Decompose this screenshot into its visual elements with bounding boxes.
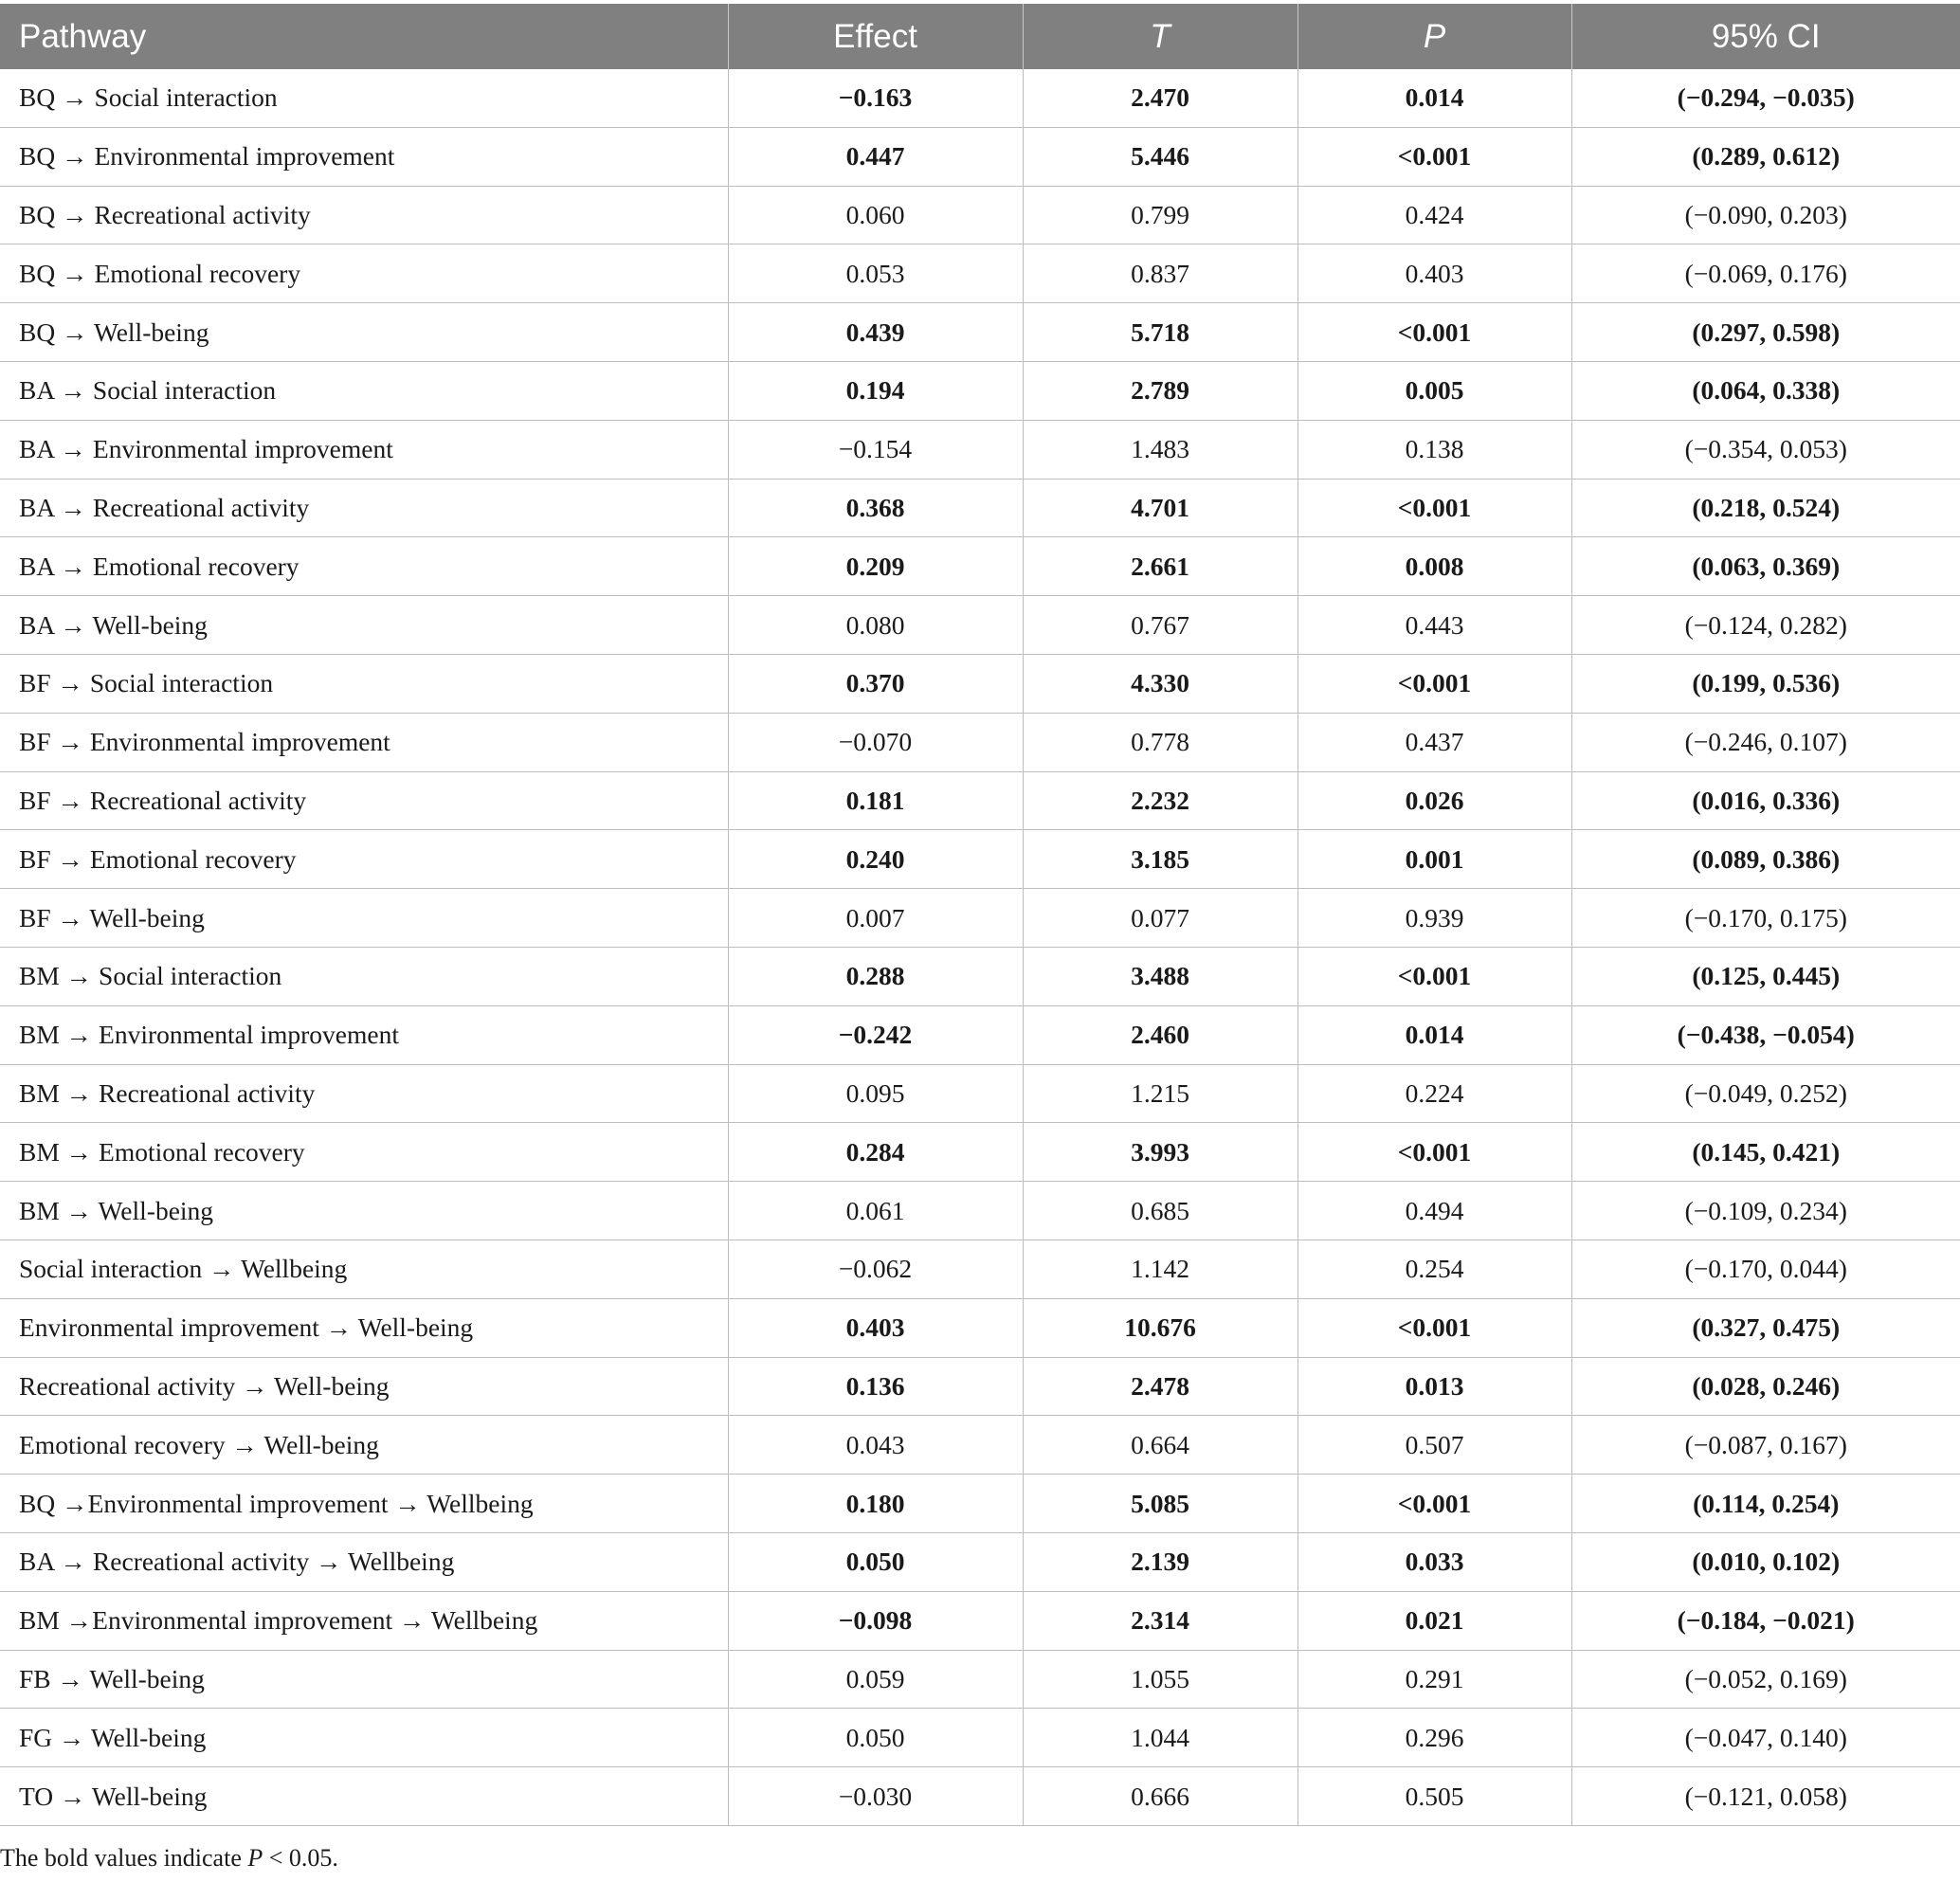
cell-pathway: BQ →Environmental improvement → Wellbeing: [0, 1475, 728, 1533]
footnote-prefix: The bold values indicate: [0, 1844, 248, 1872]
cell-p: 0.424: [1298, 186, 1571, 244]
cell-t: 10.676: [1023, 1298, 1298, 1357]
cell-effect: 0.136: [728, 1357, 1023, 1416]
cell-p: 0.026: [1298, 771, 1571, 830]
cell-ci: (−0.246, 0.107): [1571, 713, 1960, 771]
cell-pathway: BQ → Recreational activity: [0, 186, 728, 244]
table-row: [0, 1650, 1960, 1709]
cell-p: 0.008: [1298, 537, 1571, 596]
header-pathway: Pathway: [0, 4, 728, 69]
header-effect: Effect: [728, 4, 1023, 69]
cell-pathway: BQ → Social interaction: [0, 69, 728, 127]
cell-effect: 0.209: [728, 537, 1023, 596]
table-row: [0, 1005, 1960, 1064]
cell-ci: (−0.184, −0.021): [1571, 1591, 1960, 1650]
cell-t: 2.789: [1023, 361, 1298, 420]
table-row: [0, 69, 1960, 127]
cell-p: 0.005: [1298, 361, 1571, 420]
cell-pathway: BM → Social interaction: [0, 947, 728, 1005]
cell-ci: (0.289, 0.612): [1571, 127, 1960, 186]
table-row: [0, 1298, 1960, 1357]
cell-effect: 0.370: [728, 654, 1023, 713]
cell-t: 2.232: [1023, 771, 1298, 830]
cell-p: 0.138: [1298, 420, 1571, 479]
cell-effect: 0.095: [728, 1064, 1023, 1123]
cell-effect: 0.439: [728, 303, 1023, 362]
table-row: [0, 1064, 1960, 1123]
cell-t: 4.330: [1023, 654, 1298, 713]
table-row: [0, 420, 1960, 479]
cell-p: 0.494: [1298, 1182, 1571, 1240]
cell-ci: (−0.170, 0.044): [1571, 1240, 1960, 1298]
cell-pathway: BM → Environmental improvement: [0, 1005, 728, 1064]
cell-ci: (−0.090, 0.203): [1571, 186, 1960, 244]
cell-pathway: BM → Well-being: [0, 1182, 728, 1240]
cell-effect: −0.030: [728, 1767, 1023, 1826]
cell-ci: (0.145, 0.421): [1571, 1123, 1960, 1182]
cell-ci: (−0.294, −0.035): [1571, 69, 1960, 127]
table-header-row: [0, 4, 1960, 69]
cell-effect: −0.163: [728, 69, 1023, 127]
cell-t: 0.767: [1023, 596, 1298, 655]
cell-p: <0.001: [1298, 1298, 1571, 1357]
cell-effect: 0.050: [728, 1532, 1023, 1591]
cell-pathway: BA → Emotional recovery: [0, 537, 728, 596]
table-row: [0, 1416, 1960, 1475]
cell-p: 0.254: [1298, 1240, 1571, 1298]
cell-t: 0.664: [1023, 1416, 1298, 1475]
table-row: [0, 186, 1960, 244]
table-body: [0, 69, 1960, 1825]
cell-t: 0.837: [1023, 244, 1298, 303]
cell-p: 0.014: [1298, 1005, 1571, 1064]
table-row: [0, 244, 1960, 303]
cell-pathway: BM → Emotional recovery: [0, 1123, 728, 1182]
cell-p: 0.403: [1298, 244, 1571, 303]
cell-pathway: BA → Social interaction: [0, 361, 728, 420]
table-row: [0, 1123, 1960, 1182]
cell-pathway: BA → Well-being: [0, 596, 728, 655]
cell-t: 1.044: [1023, 1709, 1298, 1767]
cell-pathway: BQ → Well-being: [0, 303, 728, 362]
cell-ci: (−0.354, 0.053): [1571, 420, 1960, 479]
cell-t: 5.718: [1023, 303, 1298, 362]
table-row: [0, 1767, 1960, 1826]
cell-effect: 0.007: [728, 889, 1023, 948]
cell-pathway: FG → Well-being: [0, 1709, 728, 1767]
cell-t: 3.185: [1023, 830, 1298, 889]
cell-ci: (0.089, 0.386): [1571, 830, 1960, 889]
table-row: [0, 1591, 1960, 1650]
table-row: [0, 1532, 1960, 1591]
cell-t: 4.701: [1023, 479, 1298, 537]
cell-ci: (−0.121, 0.058): [1571, 1767, 1960, 1826]
table-row: [0, 596, 1960, 655]
cell-t: 3.993: [1023, 1123, 1298, 1182]
cell-ci: (0.327, 0.475): [1571, 1298, 1960, 1357]
cell-ci: (0.114, 0.254): [1571, 1475, 1960, 1533]
cell-ci: (−0.170, 0.175): [1571, 889, 1960, 948]
cell-p: 0.507: [1298, 1416, 1571, 1475]
cell-p: 0.443: [1298, 596, 1571, 655]
cell-ci: (−0.047, 0.140): [1571, 1709, 1960, 1767]
cell-t: 2.661: [1023, 537, 1298, 596]
cell-t: 0.799: [1023, 186, 1298, 244]
footnote-variable: P: [247, 1844, 263, 1872]
table-row: [0, 537, 1960, 596]
cell-pathway: BM →Environmental improvement → Wellbeing: [0, 1591, 728, 1650]
cell-effect: −0.242: [728, 1005, 1023, 1064]
cell-p: 0.296: [1298, 1709, 1571, 1767]
cell-t: 0.077: [1023, 889, 1298, 948]
cell-ci: (0.028, 0.246): [1571, 1357, 1960, 1416]
cell-t: 2.470: [1023, 69, 1298, 127]
cell-effect: 0.053: [728, 244, 1023, 303]
cell-t: 1.215: [1023, 1064, 1298, 1123]
cell-pathway: BA → Environmental improvement: [0, 420, 728, 479]
cell-p: <0.001: [1298, 479, 1571, 537]
table-row: [0, 713, 1960, 771]
cell-effect: 0.368: [728, 479, 1023, 537]
cell-t: 2.139: [1023, 1532, 1298, 1591]
cell-pathway: Social interaction → Wellbeing: [0, 1240, 728, 1298]
cell-ci: (−0.124, 0.282): [1571, 596, 1960, 655]
cell-p: <0.001: [1298, 303, 1571, 362]
table-row: [0, 1475, 1960, 1533]
cell-ci: (0.199, 0.536): [1571, 654, 1960, 713]
cell-ci: (−0.069, 0.176): [1571, 244, 1960, 303]
table-row: [0, 654, 1960, 713]
cell-p: 0.014: [1298, 69, 1571, 127]
cell-p: 0.021: [1298, 1591, 1571, 1650]
cell-effect: 0.180: [728, 1475, 1023, 1533]
table-row: [0, 1182, 1960, 1240]
cell-t: 1.483: [1023, 420, 1298, 479]
header-ci: 95% CI: [1571, 4, 1960, 69]
cell-ci: (−0.049, 0.252): [1571, 1064, 1960, 1123]
cell-pathway: BQ → Emotional recovery: [0, 244, 728, 303]
cell-p: <0.001: [1298, 947, 1571, 1005]
cell-p: 0.224: [1298, 1064, 1571, 1123]
cell-pathway: BF → Social interaction: [0, 654, 728, 713]
table-footnote: [0, 1844, 338, 1873]
cell-pathway: BA → Recreational activity → Wellbeing: [0, 1532, 728, 1591]
cell-t: 5.085: [1023, 1475, 1298, 1533]
header-p: P: [1298, 4, 1571, 69]
cell-ci: (−0.109, 0.234): [1571, 1182, 1960, 1240]
cell-p: <0.001: [1298, 1475, 1571, 1533]
cell-effect: 0.050: [728, 1709, 1023, 1767]
cell-pathway: TO → Well-being: [0, 1767, 728, 1826]
table-row: [0, 127, 1960, 186]
table-row: [0, 361, 1960, 420]
cell-effect: 0.288: [728, 947, 1023, 1005]
cell-pathway: BF → Emotional recovery: [0, 830, 728, 889]
cell-effect: 0.080: [728, 596, 1023, 655]
table-row: [0, 771, 1960, 830]
cell-effect: −0.154: [728, 420, 1023, 479]
cell-p: 0.001: [1298, 830, 1571, 889]
cell-effect: −0.070: [728, 713, 1023, 771]
cell-t: 0.685: [1023, 1182, 1298, 1240]
cell-pathway: Emotional recovery → Well-being: [0, 1416, 728, 1475]
table-row: [0, 1240, 1960, 1298]
table-row: [0, 479, 1960, 537]
cell-p: 0.437: [1298, 713, 1571, 771]
table-row: [0, 303, 1960, 362]
table-row: [0, 830, 1960, 889]
cell-p: <0.001: [1298, 654, 1571, 713]
cell-ci: (0.010, 0.102): [1571, 1532, 1960, 1591]
cell-t: 2.460: [1023, 1005, 1298, 1064]
cell-effect: 0.284: [728, 1123, 1023, 1182]
cell-t: 2.478: [1023, 1357, 1298, 1416]
results-table-container: [0, 4, 1960, 1826]
cell-effect: 0.060: [728, 186, 1023, 244]
cell-effect: 0.061: [728, 1182, 1023, 1240]
cell-ci: (−0.052, 0.169): [1571, 1650, 1960, 1709]
cell-t: 3.488: [1023, 947, 1298, 1005]
cell-ci: (0.064, 0.338): [1571, 361, 1960, 420]
cell-p: 0.291: [1298, 1650, 1571, 1709]
cell-ci: (0.297, 0.598): [1571, 303, 1960, 362]
cell-effect: −0.098: [728, 1591, 1023, 1650]
table-row: [0, 1709, 1960, 1767]
cell-p: <0.001: [1298, 127, 1571, 186]
cell-p: 0.505: [1298, 1767, 1571, 1826]
cell-pathway: Environmental improvement → Well-being: [0, 1298, 728, 1357]
cell-pathway: BA → Recreational activity: [0, 479, 728, 537]
cell-t: 0.778: [1023, 713, 1298, 771]
cell-t: 0.666: [1023, 1767, 1298, 1826]
cell-effect: 0.043: [728, 1416, 1023, 1475]
cell-p: 0.939: [1298, 889, 1571, 948]
cell-ci: (0.125, 0.445): [1571, 947, 1960, 1005]
cell-t: 1.055: [1023, 1650, 1298, 1709]
cell-p: 0.033: [1298, 1532, 1571, 1591]
cell-ci: (−0.087, 0.167): [1571, 1416, 1960, 1475]
cell-ci: (0.218, 0.524): [1571, 479, 1960, 537]
cell-effect: 0.059: [728, 1650, 1023, 1709]
pathway-results-table: [0, 4, 1960, 1826]
cell-pathway: BF → Well-being: [0, 889, 728, 948]
cell-effect: 0.194: [728, 361, 1023, 420]
cell-effect: 0.181: [728, 771, 1023, 830]
cell-effect: 0.240: [728, 830, 1023, 889]
cell-pathway: BF → Environmental improvement: [0, 713, 728, 771]
cell-pathway: BM → Recreational activity: [0, 1064, 728, 1123]
cell-p: 0.013: [1298, 1357, 1571, 1416]
header-t: T: [1023, 4, 1298, 69]
cell-p: <0.001: [1298, 1123, 1571, 1182]
table-row: [0, 1357, 1960, 1416]
cell-effect: −0.062: [728, 1240, 1023, 1298]
cell-pathway: BQ → Environmental improvement: [0, 127, 728, 186]
footnote-suffix: < 0.05.: [263, 1844, 338, 1872]
cell-ci: (0.063, 0.369): [1571, 537, 1960, 596]
cell-ci: (−0.438, −0.054): [1571, 1005, 1960, 1064]
cell-pathway: Recreational activity → Well-being: [0, 1357, 728, 1416]
cell-t: 1.142: [1023, 1240, 1298, 1298]
cell-pathway: BF → Recreational activity: [0, 771, 728, 830]
cell-effect: 0.447: [728, 127, 1023, 186]
cell-t: 2.314: [1023, 1591, 1298, 1650]
cell-pathway: FB → Well-being: [0, 1650, 728, 1709]
cell-ci: (0.016, 0.336): [1571, 771, 1960, 830]
cell-t: 5.446: [1023, 127, 1298, 186]
table-row: [0, 889, 1960, 948]
table-row: [0, 947, 1960, 1005]
cell-effect: 0.403: [728, 1298, 1023, 1357]
